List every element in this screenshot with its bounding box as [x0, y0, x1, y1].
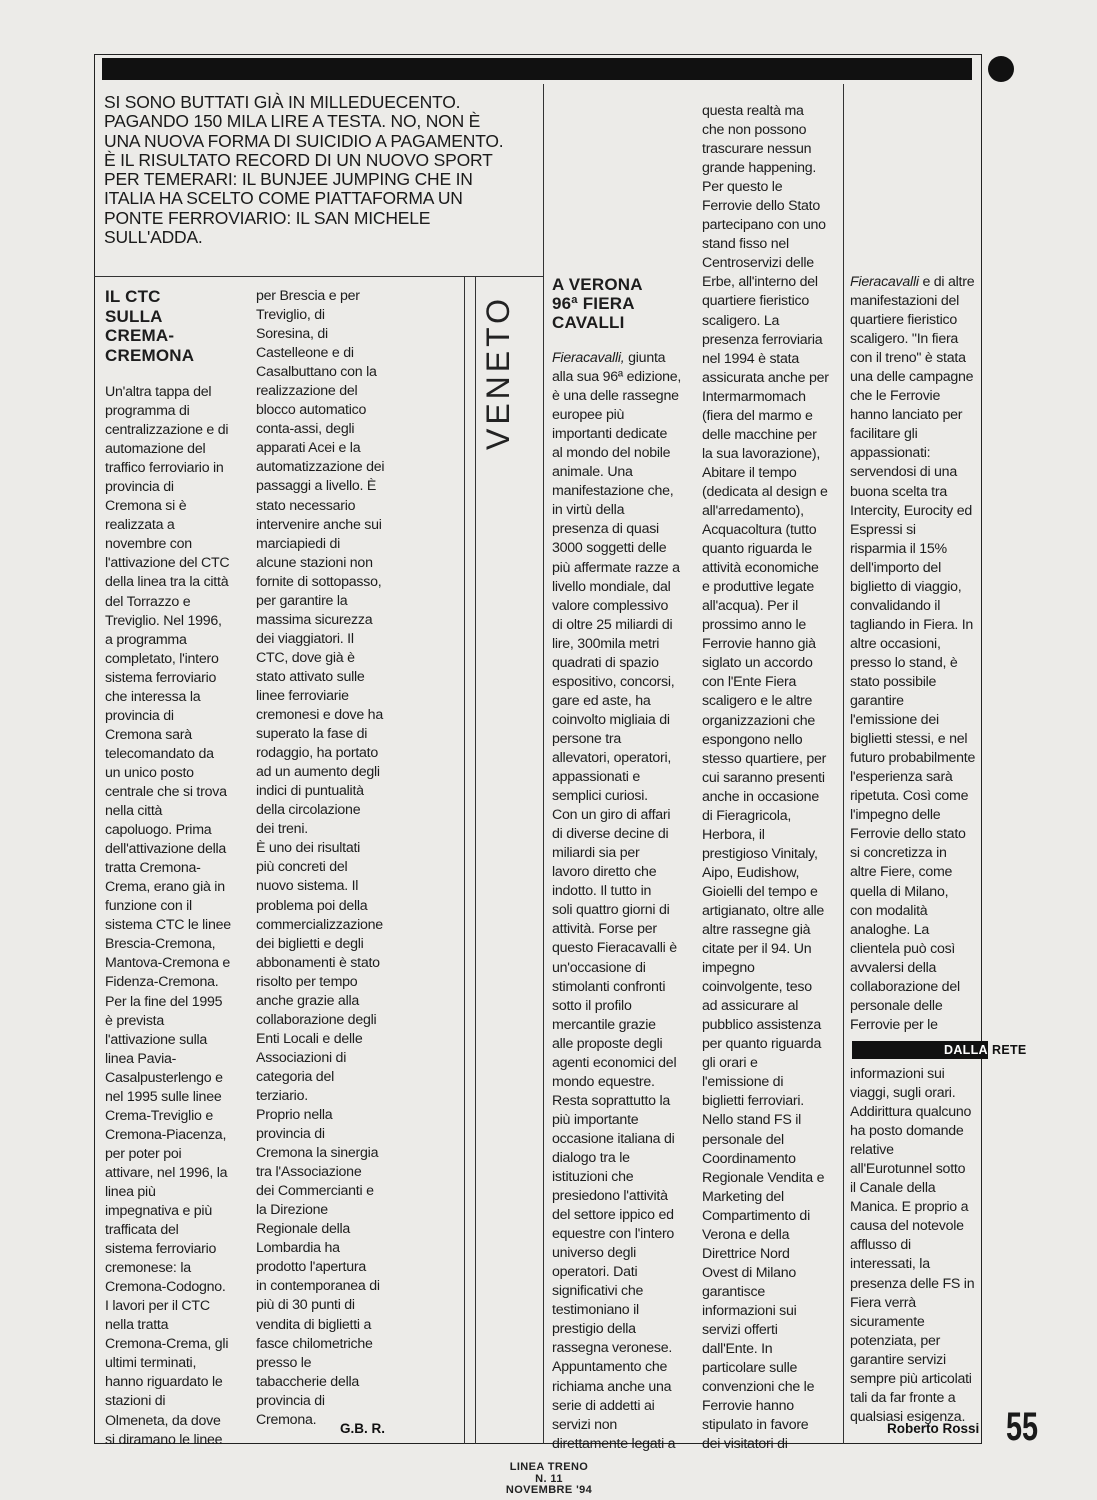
section-label-rete: RETE — [992, 1043, 1027, 1057]
fiera-column-1 — [552, 349, 702, 1454]
fiera-col3-lead: Fieracavalli — [850, 274, 919, 290]
region-label: VENETO — [480, 295, 516, 450]
fiera-column-3-continued: informazioni sui viaggi, sugli orari. Addirittura qualcuno ha posto domande relative all'Eurotunnel sotto il Canale della Manica. E proprio a causa del notevole afflusso di interessati, la presenza delle FS in Fiera verrà sicuramente potenziata, per garantire servizi sempre più articolati tali da far fronte a qualsiasi esigenza. — [850, 1066, 975, 1425]
intro-text: SI SONO BUTTATI GIÀ IN MILLEDUECENTO. PAGANDO 150 MILA LIRE A TESTA. NO, NON È UNA NUOVA FORMA DI SUICIDIO A PAGAMENTO. È IL RISULTATO RECORD DI UN NUOVO SPORT PER TEMERARI: IL BUNJEE JUMPING CHE IN ITALIA HA SCELTO COME PIATTAFORMA UN PONTE FERROVIARIO: IL SAN MICHELE SULL'ADDA. — [104, 92, 504, 248]
fiera-title: A VERONA 96ª FIERA CAVALLI — [552, 275, 643, 332]
page-number: 55 — [1006, 1405, 1039, 1449]
fiera-col1-lead: Fieracavalli, — [552, 350, 625, 366]
header-dot — [988, 56, 1014, 82]
footer — [494, 1462, 604, 1497]
footer-magazine: LINEA TRENO — [509, 1461, 589, 1473]
fiera-col1-body: giunta alla sua 96ª edizione, è una delle rassegne europee più importanti dedicate al mondo del nobile animale. Una manifestazione che, in virtù della presenza di quasi 3000 soggetti delle più affermate razze a livello mondiale, dal valore complessivo di oltre 25 miliardi di lire, 300mila metri quadrati di spazio espositivo, concorsi, gare ed aste, ha coinvolto migliaia di persone tra allevatori, operatori, appassionati e semplici curiosi. Con un giro di affari di diverse decine di miliardi sia per lavoro diretto che indotto. Il tutto in soli quattro giorni di attività. Forse per questo Fieracavalli è un'occasione di stimolanti confronti sotto il profilo mercantile grazie alle proposte degli agenti economici del mondo equestre. Resta soprattutto la più importante occasione italiana di dialogo tra le istituzioni che presiedono l'attività del settore ippico ed equestre con l'intero universo degli operatori. Dati significativi che testimoniano il prestigio della rassegna veronese. Appuntamento che richiama anche una serie di addetti ai servizi non direttamente legati a — [552, 350, 682, 1452]
divider-intro-right — [543, 84, 544, 1444]
ctc-column-2: per Brescia e per Treviglio, di Soresina, di Castelleone e di Casalbuttano con la realizzazione del blocco automatico conta-assi, degli apparati Acei e la automatizzazione dei passaggi a livello. È stato necessario intervenire anche sui marciapiedi di alcune stazioni non fornite di sottopasso, per garantire la massima sicurezza dei viaggiatori. Il CTC, dove già è stato attivato sulle linee ferroviarie cremonesi e dove ha superato la fase di rodaggio, ha portato ad un aumento degli indici di puntualità della circolazione dei treni. È uno dei risultati più concreti del nuovo sistema. Il problema poi della commercializzazione dei biglietti e degli abbonamenti è stato risolto per tempo anche grazie alla collaborazione degli Enti Locali e delle Associazioni di categoria del terziario. Proprio nella provincia di Cremona la sinergia tra l'Associazione dei Commercianti e la Direzione Regionale della Lombardia ha prodotto l'apertura in contemporanea di più di 30 punti di vendita di biglietti a fasce chilometriche presso le tabaccherie della provincia di Cremona. — [256, 288, 385, 1428]
footer-issue: N. 11 — [535, 1472, 563, 1485]
fiera-column-2: questa realtà ma che non possono trascurare nessun grande happening. Per questo le Ferrovie dello Stato partecipano con uno stand fisso nel Centroservizi delle Erbe, all'interno del quartiere fieristico scaligero. La presenza ferroviaria nel 1994 è stata assicurata anche per Intermarmomach (fiera del marmo e delle macchine per la sua lavorazione), Abitare il tempo (dedicata al design e all'arredamento), Acquacoltura (tutto quanto riguarda le attività economiche e produttive legate all'acqua). Per il prossimo anno le Ferrovie hanno già siglato un accordo con l'Ente Fiera scaligero e le altre organizzazioni che espongono nello stesso quartiere, per cui saranno presenti anche in occasione di Fieragricola, Herbora, il prestigioso Vinitaly, Aipo, Eudishow, Gioielli del tempo e artigianato, oltre alle altre rassegne già citate per il 94. Un impegno coinvolgente, teso ad assicurare al pubblico assistenza per quanto riguarda gli orari e l'emissione di biglietti ferroviari. Nello stand FS il personale del Coordinamento Regionale Vendita e Marketing del Compartimento di Verona e della Direttrice Nord Ovest di Milano garantisce informazioni sui servizi offerti dall'Ente. In particolare sulle convenzioni che le Ferrovie hanno stipulato in favore dei visitatori di — [702, 103, 829, 1453]
divider-left-inner — [464, 276, 465, 1444]
ctc-title: IL CTC SULLA CREMA- CREMONA — [105, 287, 195, 365]
ctc-column-1: Un'altra tappa del programma di centralizzazione e di automazione del traffico ferroviario in provincia di Cremona si è realizzata a novembre con l'attivazione del CTC della linea tra la città del Torrazzo e Treviglio. Nel 1996, a programma completato, l'intero sistema ferroviario che interessa la provincia di Cremona sarà telecomandato da un unico posto centrale che si trova nella città capoluogo. Prima dell'attivazione della tratta Cremona- Crema, erano già in funzione con il sistema CTC le linee Brescia-Cremona, Mantova-Cremona e Fidenza-Cremona. Per la fine del 1995 è prevista l'attivazione sulla linea Pavia- Casalpusterlengo e nel 1995 sulle linee Crema-Treviglio e Cremona-Piacenza, per poter poi attivare, nel 1996, la linea più impegnativa e più trafficata del sistema ferroviario cremonese: la Cremona-Codogno. I lavori per il CTC nella tratta Cremona-Crema, gli ultimi terminati, hanno riguardato le stazioni di Olmeneta, da dove si diramano le linee — [105, 384, 231, 1448]
fiera-column-3 — [850, 273, 990, 1035]
fiera-signature: Roberto Rossi — [887, 1421, 980, 1436]
fiera-col3-body: e di altre manifestazioni del quartiere fieristico scaligero. "In fiera con il treno" è stata una delle campagne che le Ferrovie hanno lanciato per facilitare gli appassionati: servendosi di una buona scelta tra Intercity, Eurocity ed Espressi si risparmia il 15% dell'importo del biglietto di viaggio, convalidando il tagliando in Fiera. In altre occasioni, presso lo stand, è stato possibile garantire l'emissione dei biglietti stessi, e nel futuro probabilmente l'esperienza sarà ripetuta. Così come l'impegno delle Ferrovie dello stato si concretizza in altre Fiere, come quella di Milano, con modalità analoghe. La clientela può così avvalersi della collaborazione del personale delle Ferrovie per le — [850, 274, 976, 1033]
footer-date: NOVEMBRE '94 — [505, 1484, 593, 1496]
section-label-dalla: DALLA — [944, 1043, 988, 1057]
divider-left-outer — [475, 276, 476, 1444]
ctc-signature: G.B. R. — [340, 1421, 386, 1436]
header-bar — [102, 58, 972, 80]
